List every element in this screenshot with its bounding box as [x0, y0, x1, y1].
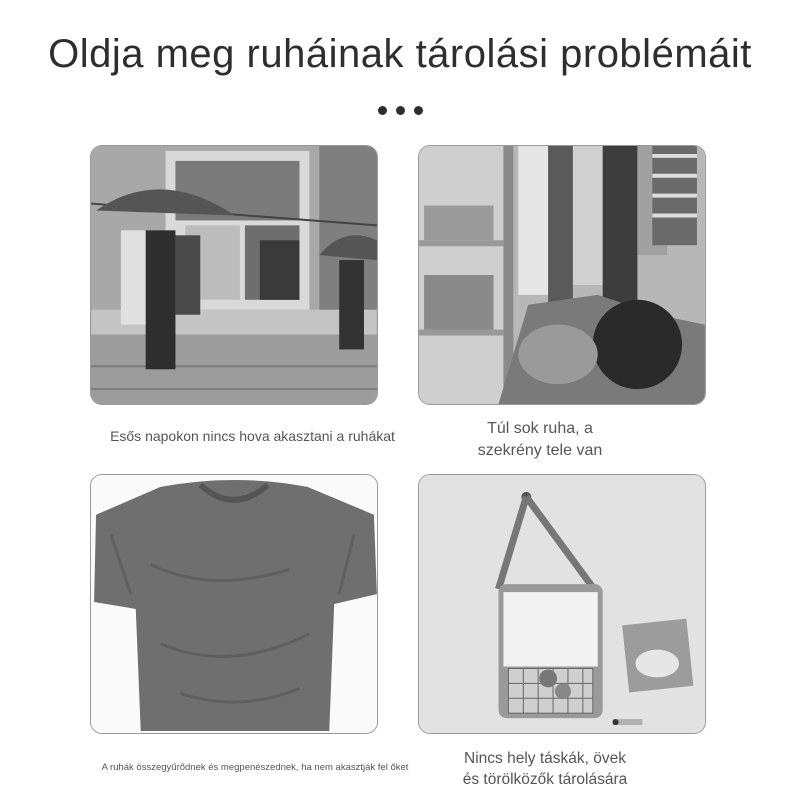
caption-bag-line2: és törölközők tárolására — [462, 771, 628, 788]
caption-balcony: Esős napokon nincs hova akasztani a ruhákat — [110, 428, 395, 444]
dot — [414, 106, 423, 115]
dot — [378, 106, 387, 115]
caption-bag — [430, 748, 660, 790]
caption-bag-line1: Nincs hely táskák, övek — [464, 750, 626, 767]
photo-bag-on-wall — [418, 474, 706, 734]
caption-tshirt: A ruhák összegyűrődnek és megpenészednek, ha nem akasztják fel őket — [101, 762, 409, 773]
photo-wrinkled-tshirt — [90, 474, 378, 734]
caption-wardrobe-line1: Túl sok ruha, a — [487, 420, 593, 437]
caption-wardrobe-line2: szekrény tele van — [477, 442, 603, 459]
photo-full-wardrobe — [418, 145, 706, 405]
photo-balcony-laundry — [90, 145, 378, 405]
dots-divider — [0, 106, 800, 115]
caption-wardrobe — [440, 418, 640, 462]
dot — [396, 106, 405, 115]
page-title: Oldja meg ruháinak tárolási problémáit — [48, 32, 752, 76]
